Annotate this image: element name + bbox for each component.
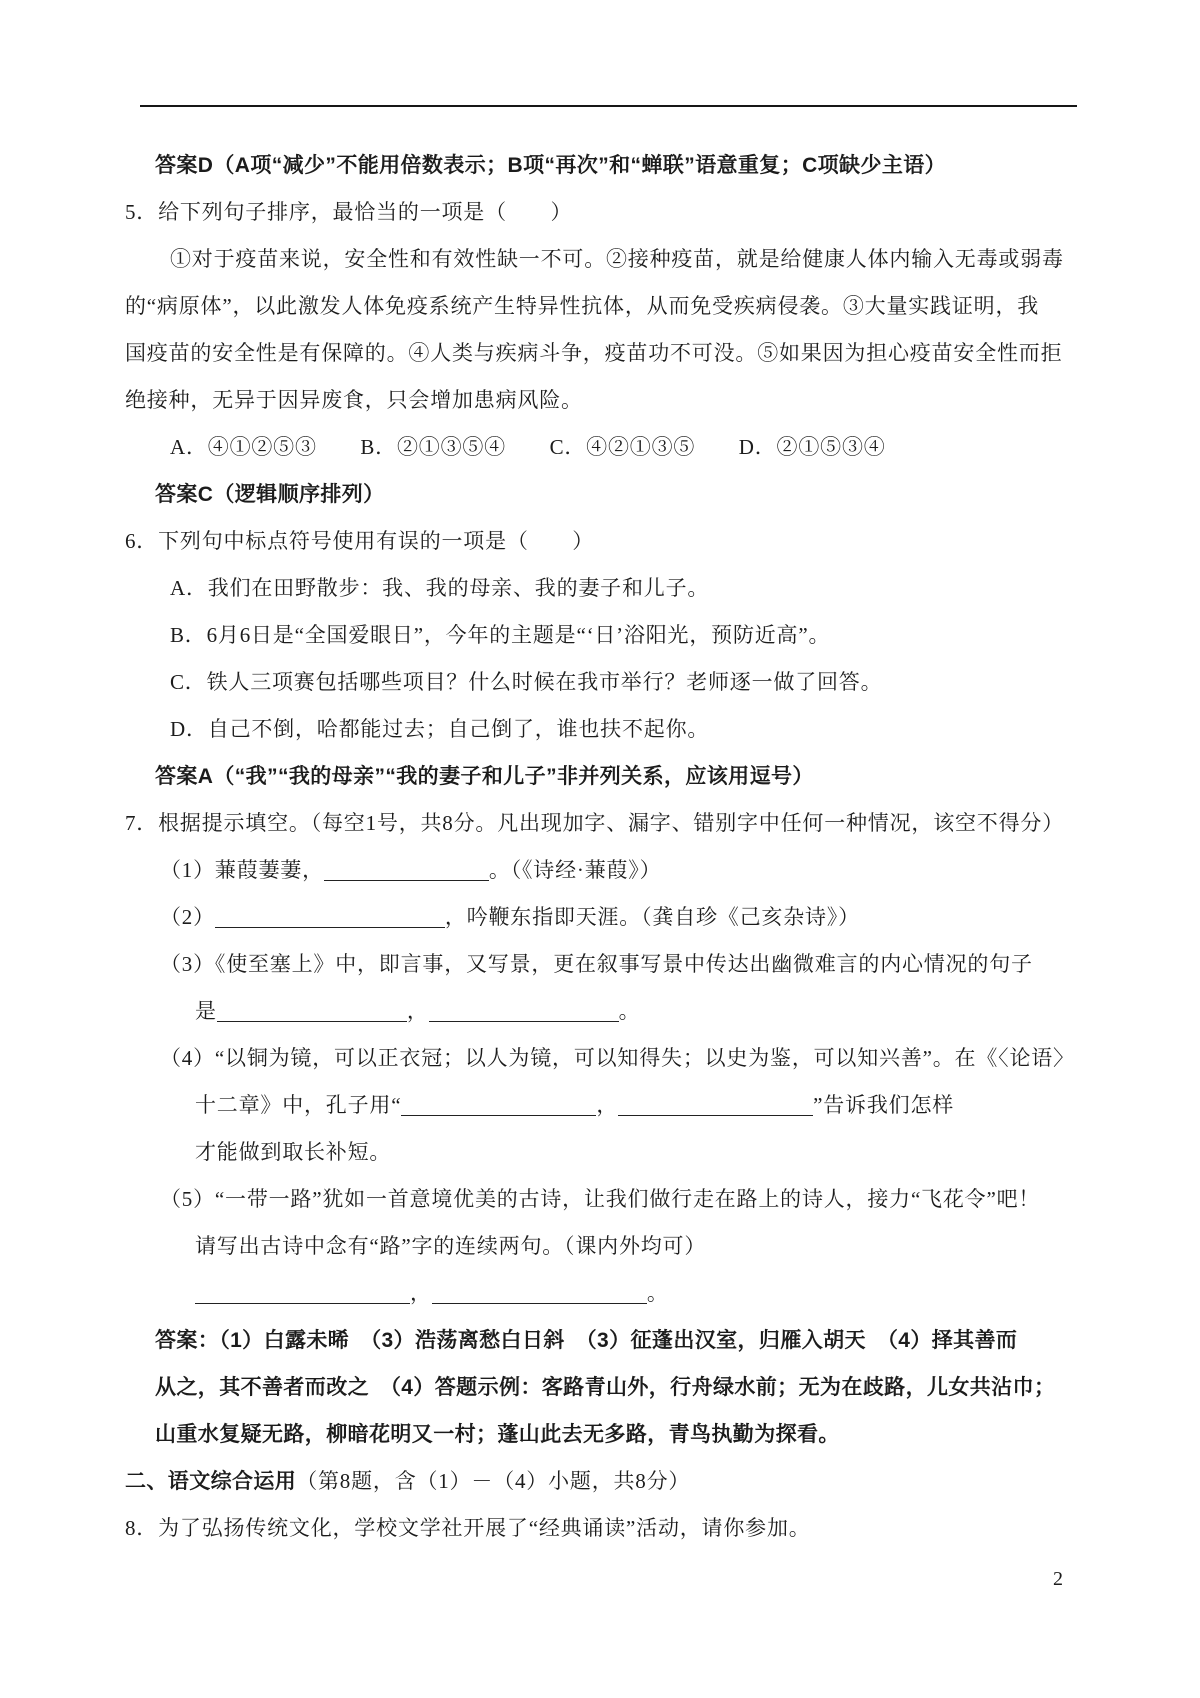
line-q6-option-b bbox=[125, 612, 1083, 659]
line-answer-5 bbox=[125, 471, 1083, 518]
text-segment: 才能做到取长补短。 bbox=[195, 1140, 392, 1164]
text-segment: 6．下列句中标点符号使用有误的一项是（ ） bbox=[125, 529, 595, 553]
text-segment: （1）蒹葭萋萋， bbox=[160, 858, 324, 882]
text-segment: 。 bbox=[646, 1281, 669, 1305]
text-segment: （5）“一带一路”犹如一首意境优美的古诗，让我们做行走在路上的诗人，接力“飞花令”吧！ bbox=[160, 1187, 1041, 1211]
line-answer-7-line-1 bbox=[125, 1317, 1083, 1364]
line-q5-sentence-3 bbox=[125, 330, 1083, 377]
text-segment: D．自己不倒，哈都能过去；自己倒了，谁也扶不起你。 bbox=[170, 717, 710, 741]
text-segment: A．④①②⑤③ B．②①③⑤④ C．④②①③⑤ D．②①⑤③④ bbox=[170, 435, 886, 459]
fill-in-blank bbox=[429, 1021, 619, 1022]
line-q7-item-2 bbox=[125, 894, 1083, 941]
line-answer-4 bbox=[125, 142, 1083, 189]
line-section-2-heading bbox=[125, 1458, 1083, 1505]
line-q7-item-5 bbox=[125, 1176, 1083, 1223]
text-segment: 5．给下列句子排序，最恰当的一项是（ ） bbox=[125, 200, 573, 224]
text-segment: （2） bbox=[160, 905, 215, 929]
line-question-5 bbox=[125, 189, 1083, 236]
text-segment: 8．为了弘扬传统文化，学校文学社开展了“经典诵读”活动，请你参加。 bbox=[125, 1516, 811, 1540]
text-segment: 答案：（1）白露未晞 （3）浩荡离愁白日斜 （3）征蓬出汉室，归雁入胡天 （4）择其善而 bbox=[155, 1329, 1018, 1352]
line-question-7 bbox=[125, 800, 1083, 847]
text-segment: A．我们在田野散步：我、我的母亲、我的妻子和儿子。 bbox=[170, 576, 710, 600]
text-segment: 二、语文综合运用 bbox=[125, 1470, 297, 1493]
line-q5-options bbox=[125, 424, 1083, 471]
line-q5-sentence-4 bbox=[125, 377, 1083, 424]
line-q5-sentence-2 bbox=[125, 283, 1083, 330]
line-answer-6 bbox=[125, 753, 1083, 800]
fill-in-blank bbox=[618, 1115, 813, 1116]
text-segment: 请写出古诗中念有“路”字的连续两句。（课内外均可） bbox=[195, 1234, 707, 1258]
text-segment: （3）《使至塞上》中，即言事，又写景，更在叙事写景中传达出幽微难言的内心情况的句子 bbox=[160, 952, 1033, 976]
text-segment: （第8题，含（1）－（4）小题，共8分） bbox=[296, 1469, 691, 1493]
line-q7-item-4-cont2 bbox=[125, 1129, 1083, 1176]
line-q7-item-5-cont bbox=[125, 1223, 1083, 1270]
text-segment: ”告诉我们怎样 bbox=[813, 1093, 955, 1117]
text-segment: 绝接种，无异于因异废食，只会增加患病风险。 bbox=[125, 388, 583, 412]
fill-in-blank bbox=[324, 880, 489, 881]
line-q6-option-c bbox=[125, 659, 1083, 706]
text-segment: 国疫苗的安全性是有保障的。④人类与疾病斗争，疫苗功不可没。⑤如果因为担心疫苗安全性而拒 bbox=[125, 341, 1063, 365]
line-q6-option-d bbox=[125, 706, 1083, 753]
fill-in-blank bbox=[195, 1303, 410, 1304]
text-segment: 答案D（A项“减少”不能用倍数表示；B项“再次”和“蝉联”语意重复；C项缺少主语） bbox=[155, 154, 947, 177]
text-segment: （4）“以铜为镜，可以正衣冠；以人为镜，可以知得失；以史为鉴，可以知兴善”。在《〈论语〉 bbox=[160, 1046, 1075, 1070]
text-segment: C．铁人三项赛包括哪些项目？什么时候在我市举行？老师逐一做了回答。 bbox=[170, 670, 883, 694]
text-segment: ， bbox=[596, 1093, 619, 1117]
text-segment: ， bbox=[410, 1281, 432, 1305]
fill-in-blank bbox=[401, 1115, 596, 1116]
line-answer-7-line-2 bbox=[125, 1364, 1083, 1411]
text-segment: 山重水复疑无路，柳暗花明又一村；蓬山此去无多路，青鸟执勤为探看。 bbox=[155, 1423, 840, 1446]
line-question-6 bbox=[125, 518, 1083, 565]
text-segment: 是 bbox=[195, 999, 217, 1023]
fill-in-blank bbox=[215, 927, 445, 928]
text-segment: 。（《诗经·蒹葭》） bbox=[488, 858, 662, 882]
fill-in-blank bbox=[217, 1021, 407, 1022]
line-q7-item-3 bbox=[125, 941, 1083, 988]
line-q7-item-1 bbox=[125, 847, 1083, 894]
line-q7-item-4-cont bbox=[125, 1082, 1083, 1129]
text-segment: 答案C（逻辑顺序排列） bbox=[155, 483, 385, 506]
fill-in-blank bbox=[432, 1303, 647, 1304]
line-q7-item-3-blanks bbox=[125, 988, 1083, 1035]
text-segment: ， bbox=[406, 999, 429, 1023]
line-q6-option-a bbox=[125, 565, 1083, 612]
text-segment: ，吟鞭东指即天涯。（龚自珍《己亥杂诗》） bbox=[444, 905, 860, 929]
header-rule bbox=[140, 105, 1077, 107]
document-body bbox=[125, 142, 1083, 1552]
line-answer-7-line-3 bbox=[125, 1411, 1083, 1458]
page-number: 2 bbox=[1053, 1568, 1063, 1590]
text-segment: B．6月6日是“全国爱眼日”，今年的主题是“‘日’浴阳光，预防近高”。 bbox=[170, 623, 831, 647]
text-segment: 。 bbox=[618, 999, 641, 1023]
line-q7-item-4 bbox=[125, 1035, 1083, 1082]
text-segment: ①对于疫苗来说，安全性和有效性缺一不可。②接种疫苗，就是给健康人体内输入无毒或弱毒 bbox=[170, 247, 1064, 271]
line-q7-item-5-blanks bbox=[125, 1270, 1083, 1317]
text-segment: 十二章》中，孔子用“ bbox=[195, 1093, 402, 1117]
text-segment: 7．根据提示填空。（每空1号，共8分。凡出现加字、漏字、错别字中任何一种情况，该空不得分） bbox=[125, 811, 1064, 835]
text-segment: 的“病原体”，以此激发人体免疫系统产生特异性抗体，从而免受疾病侵袭。③大量实践证明，我 bbox=[125, 294, 1040, 318]
text-segment: 答案A（“我”“我的母亲”“我的妻子和儿子”非并列关系，应该用逗号） bbox=[155, 765, 814, 788]
line-question-8 bbox=[125, 1505, 1083, 1552]
text-segment: 从之，其不善者而改之 （4）答题示例：客路青山外，行舟绿水前；无为在歧路，儿女共沾巾； bbox=[155, 1376, 1056, 1399]
line-q5-sentence-1 bbox=[125, 236, 1083, 283]
